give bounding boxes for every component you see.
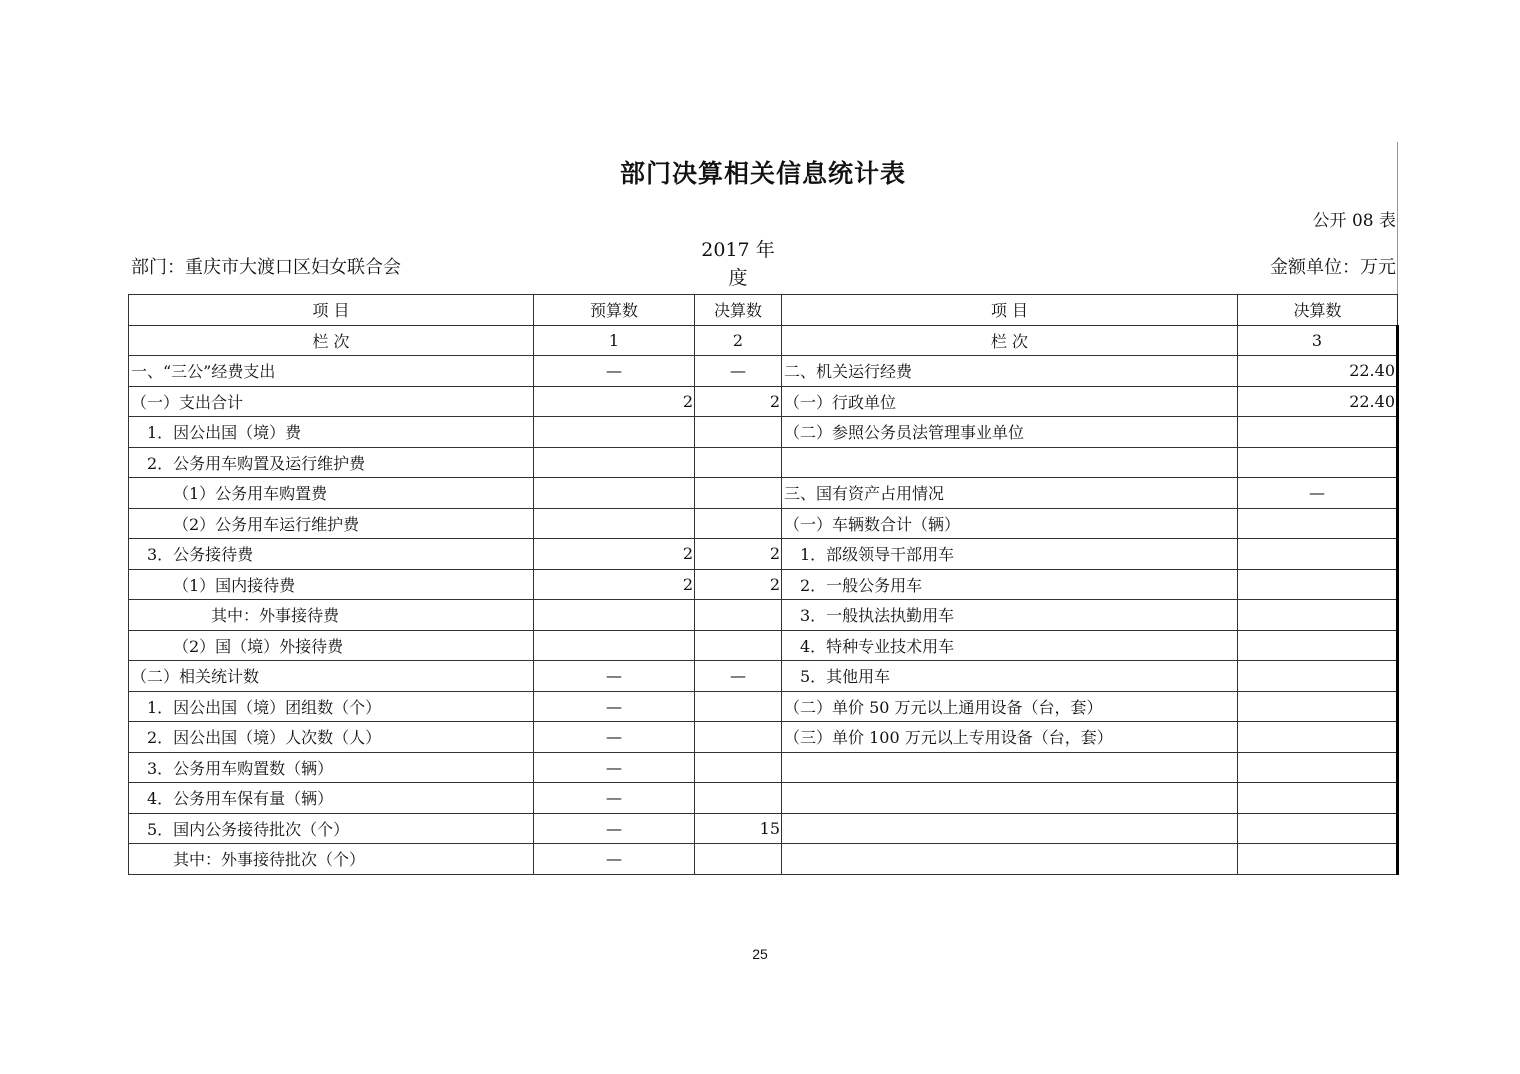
header-cell: 项 目	[782, 295, 1238, 326]
table-row	[129, 539, 1398, 570]
final-cell: —	[1238, 478, 1398, 509]
table-row	[129, 752, 1398, 783]
header-cell: 项 目	[129, 295, 534, 326]
item-name-cell: （1）国内接待费	[129, 569, 534, 600]
item-name-cell: 1．部级领导干部用车	[782, 539, 1238, 570]
budget-cell: —	[534, 722, 695, 753]
item-name-cell: （一）支出合计	[129, 386, 534, 417]
final-cell: 22.40	[1238, 356, 1398, 387]
amount-unit: 金额单位：万元	[1270, 257, 1396, 278]
item-name-cell: 4．公务用车保有量（辆）	[129, 783, 534, 814]
table-row	[129, 844, 1398, 875]
item-name-cell	[782, 844, 1238, 875]
final-cell	[1238, 661, 1398, 692]
final-cell: 22.40	[1238, 386, 1398, 417]
budget-cell	[534, 630, 695, 661]
budget-cell	[534, 447, 695, 478]
final-cell: —	[695, 356, 782, 387]
item-name-cell: 5．国内公务接待批次（个）	[129, 813, 534, 844]
final-cell: 2	[695, 569, 782, 600]
table-row	[129, 508, 1398, 539]
item-name-cell	[782, 752, 1238, 783]
item-name-cell: 2．一般公务用车	[782, 569, 1238, 600]
item-name-cell: （二）单价 50 万元以上通用设备（台，套）	[782, 691, 1238, 722]
budget-cell	[534, 417, 695, 448]
final-cell	[695, 630, 782, 661]
item-name-cell: 5．其他用车	[782, 661, 1238, 692]
item-name-cell: （一）车辆数合计（辆）	[782, 508, 1238, 539]
budget-cell: 2	[534, 386, 695, 417]
item-name-cell: 其中：外事接待批次（个）	[129, 844, 534, 875]
item-name-cell: 三、国有资产占用情况	[782, 478, 1238, 509]
header-cell: 决算数	[695, 295, 782, 326]
table-row	[129, 478, 1398, 509]
item-name-cell: （二）参照公务员法管理事业单位	[782, 417, 1238, 448]
budget-cell: —	[534, 752, 695, 783]
budget-cell: —	[534, 844, 695, 875]
budget-cell: —	[534, 691, 695, 722]
final-cell	[695, 844, 782, 875]
item-name-cell: （1）公务用车购置费	[129, 478, 534, 509]
item-name-cell: （2）公务用车运行维护费	[129, 508, 534, 539]
item-name-cell: 3．公务接待费	[129, 539, 534, 570]
final-cell	[1238, 447, 1398, 478]
final-cell: —	[695, 661, 782, 692]
final-cell: 2	[695, 386, 782, 417]
form-number: 公开 08 表	[1312, 211, 1396, 231]
final-cell	[1238, 691, 1398, 722]
item-name-cell	[782, 447, 1238, 478]
final-cell: 15	[695, 813, 782, 844]
final-cell	[695, 783, 782, 814]
final-cell	[1238, 844, 1398, 875]
item-name-cell: 1．因公出国（境）团组数（个）	[129, 691, 534, 722]
index-cell: 1	[534, 325, 695, 356]
final-cell	[695, 600, 782, 631]
final-cell: 2	[695, 539, 782, 570]
final-cell	[1238, 630, 1398, 661]
final-cell	[1238, 600, 1398, 631]
item-name-cell	[782, 783, 1238, 814]
page-number: 25	[752, 946, 768, 962]
table-row	[129, 356, 1398, 387]
item-name-cell: （三）单价 100 万元以上专用设备（台，套）	[782, 722, 1238, 753]
table-row	[129, 691, 1398, 722]
table-row	[129, 722, 1398, 753]
item-name-cell: 3．公务用车购置数（辆）	[129, 752, 534, 783]
column-index-row	[129, 325, 1398, 356]
final-cell	[1238, 722, 1398, 753]
index-cell: 2	[695, 325, 782, 356]
vertical-rule	[1397, 142, 1398, 295]
final-cell	[695, 722, 782, 753]
page-title: 部门决算相关信息统计表	[619, 159, 906, 188]
fiscal-year: 2017 年度	[701, 239, 775, 289]
item-name-cell: 二、机关运行经费	[782, 356, 1238, 387]
budget-cell	[534, 478, 695, 509]
table-row	[129, 386, 1398, 417]
table-row	[129, 447, 1398, 478]
final-cell	[695, 447, 782, 478]
final-cell	[1238, 539, 1398, 570]
final-cell	[695, 417, 782, 448]
department-label: 部门：重庆市大渡口区妇女联合会	[131, 257, 401, 278]
item-name-cell: 2．公务用车购置及运行维护费	[129, 447, 534, 478]
index-cell: 栏 次	[129, 325, 534, 356]
item-name-cell: （一）行政单位	[782, 386, 1238, 417]
table-row	[129, 569, 1398, 600]
item-name-cell: 4．特种专业技术用车	[782, 630, 1238, 661]
final-cell	[695, 478, 782, 509]
budget-cell	[534, 508, 695, 539]
final-cell	[695, 691, 782, 722]
final-cell	[695, 752, 782, 783]
table-row	[129, 813, 1398, 844]
final-cell	[1238, 569, 1398, 600]
budget-cell: —	[534, 356, 695, 387]
item-name-cell: 其中：外事接待费	[129, 600, 534, 631]
item-name-cell: （二）相关统计数	[129, 661, 534, 692]
budget-cell: 2	[534, 569, 695, 600]
final-cell	[1238, 417, 1398, 448]
budget-cell: —	[534, 783, 695, 814]
table-row	[129, 783, 1398, 814]
header-row	[129, 295, 1398, 326]
final-cell	[1238, 752, 1398, 783]
final-cell	[1238, 508, 1398, 539]
header-cell: 预算数	[534, 295, 695, 326]
item-name-cell: 一、“三公”经费支出	[129, 356, 534, 387]
item-name-cell: （2）国（境）外接待费	[129, 630, 534, 661]
table-row	[129, 417, 1398, 448]
item-name-cell: 3．一般执法执勤用车	[782, 600, 1238, 631]
budget-cell: —	[534, 813, 695, 844]
budget-cell: —	[534, 661, 695, 692]
table-row	[129, 600, 1398, 631]
budget-cell: 2	[534, 539, 695, 570]
table-row	[129, 630, 1398, 661]
item-name-cell	[782, 813, 1238, 844]
index-cell: 3	[1238, 325, 1398, 356]
item-name-cell: 1．因公出国（境）费	[129, 417, 534, 448]
final-cell	[1238, 813, 1398, 844]
final-cell	[1238, 783, 1398, 814]
index-cell: 栏 次	[782, 325, 1238, 356]
statistics-table	[128, 294, 1399, 875]
table-row	[129, 661, 1398, 692]
budget-cell	[534, 600, 695, 631]
header-cell: 决算数	[1238, 295, 1398, 326]
final-cell	[695, 508, 782, 539]
item-name-cell: 2．因公出国（境）人次数（人）	[129, 722, 534, 753]
